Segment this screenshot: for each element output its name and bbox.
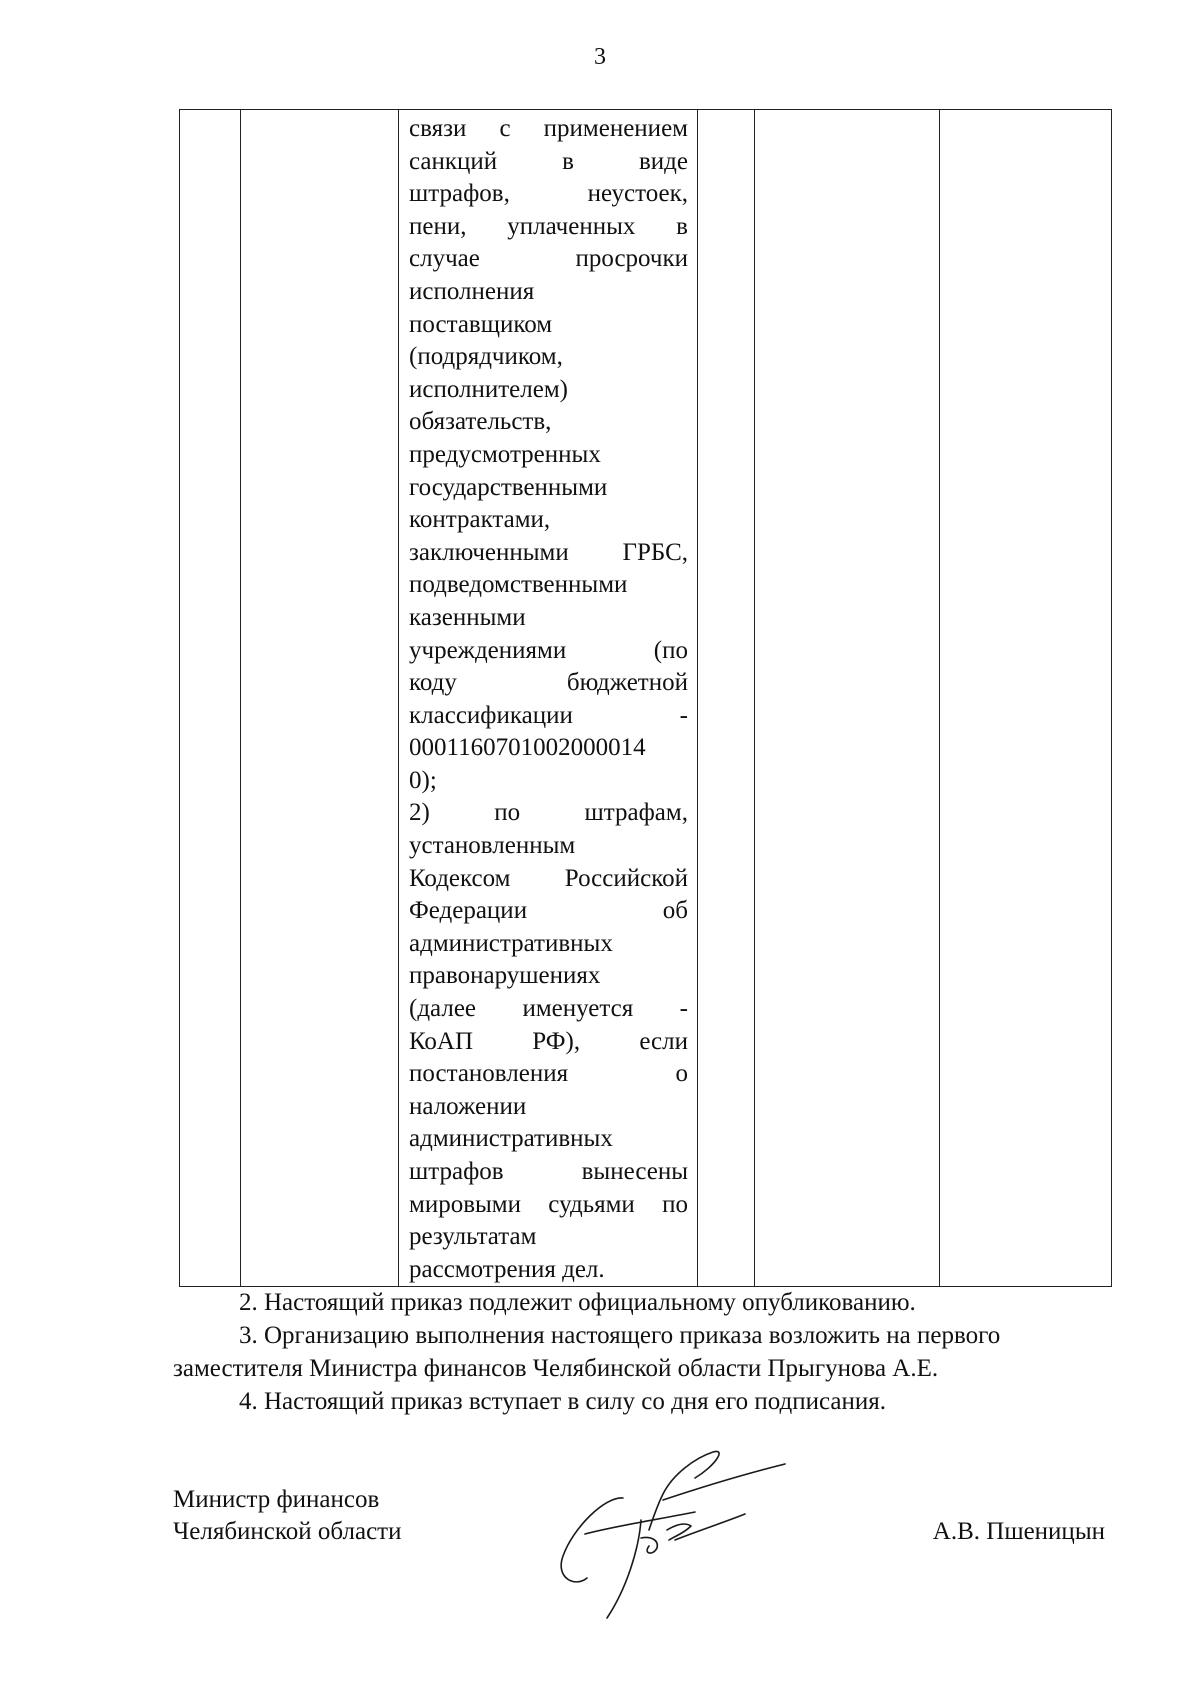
table-text-word: 0);	[409, 766, 437, 794]
table-text-line	[409, 472, 688, 505]
table-text-line	[409, 830, 688, 863]
table-text-word: исполнения	[409, 277, 535, 305]
table-text-line	[409, 243, 688, 276]
table-text-word: штрафам,	[584, 799, 688, 827]
table-text-word: если	[639, 1027, 688, 1055]
table-text-word: судьями	[548, 1190, 635, 1218]
table-text-word: в	[676, 212, 688, 240]
table-text-word: установленным	[409, 832, 576, 860]
table-text-line	[409, 928, 688, 961]
table-text-word: правонарушениях	[409, 962, 601, 990]
table-text-line	[409, 1221, 688, 1254]
table-text-word: учреждениями	[409, 636, 567, 664]
table-text-line	[409, 537, 688, 570]
table-text-word: неустоек,	[587, 180, 688, 208]
table-text-word: заключенными	[409, 538, 569, 566]
table-text-word: (далее	[409, 995, 477, 1023]
table-cell-description	[399, 110, 698, 1287]
table-text-word: РФ),	[532, 1027, 581, 1055]
table-cell-2	[241, 110, 399, 1287]
table-text-word: (по	[653, 636, 688, 664]
table-text-line	[409, 374, 688, 407]
table-text-line	[409, 1156, 688, 1189]
table-text-word: случае	[409, 245, 480, 273]
table-text-line	[409, 765, 688, 798]
table-text-word: административных	[409, 1125, 613, 1153]
table-text-line	[409, 863, 688, 896]
table-text-word: штрафов	[409, 1158, 504, 1185]
table-text-line	[409, 960, 688, 993]
table-text-word: бюджетной	[566, 669, 688, 697]
table-text-word: Федерации	[409, 897, 528, 925]
table-text-word: по	[662, 1190, 688, 1218]
paragraph-3-continued: заместителя Министра финансов Челябинской области Прыгунова А.Е.	[173, 1355, 939, 1382]
table-text-line	[409, 504, 688, 537]
table-text-line	[409, 1123, 688, 1156]
table-text-line	[409, 276, 688, 309]
table-text-line	[409, 439, 688, 472]
table-text-word: классификации	[409, 701, 573, 729]
table-text-line	[409, 635, 688, 668]
table-text-line	[409, 309, 688, 342]
table-text-word: подведомственными	[409, 571, 628, 599]
table-text-word: КоАП	[409, 1027, 474, 1055]
table-text-word: наложении	[409, 1092, 527, 1120]
table-text-word: 2)	[409, 799, 430, 827]
table-text-line	[409, 178, 688, 211]
table-text-word: в	[562, 147, 574, 175]
table-text-word: уплаченных	[507, 212, 636, 240]
table-text-line	[409, 113, 688, 146]
table-text-word: коду	[409, 669, 457, 697]
signer-title-line-1: Министр финансов	[173, 1486, 380, 1513]
table-text-word: (подрядчиком,	[409, 343, 563, 371]
table-text-line	[409, 1189, 688, 1222]
table-text-word: связи	[409, 115, 467, 142]
table-text-word: мировыми	[409, 1190, 521, 1218]
table-text-line	[409, 1026, 688, 1059]
table-text-line	[409, 993, 688, 1026]
table-text-word: ГРБС,	[622, 538, 688, 566]
table-text-word: постановления	[409, 1060, 569, 1088]
data-table	[179, 109, 1112, 1287]
table-text-line	[409, 732, 688, 765]
table-text-word: обязательств,	[409, 408, 552, 436]
table-text-word: с	[499, 115, 511, 142]
table-text-word: об	[662, 897, 688, 925]
table-cell-1	[180, 110, 241, 1287]
table-cell-4	[698, 110, 755, 1287]
table-text-word: виде	[638, 147, 688, 175]
table-text-line	[409, 1058, 688, 1091]
table-text-word: Российской	[564, 864, 688, 892]
table-text-word: штрафов,	[409, 180, 510, 208]
table-text-line	[409, 146, 688, 179]
order-paragraphs	[173, 1286, 1105, 1418]
table-cell-5	[755, 110, 940, 1287]
table-text-word: поставщиком	[409, 310, 553, 338]
table-text-word: результатам	[409, 1223, 537, 1251]
table-row	[180, 110, 1112, 1287]
signer-name: А.В. Пшеницын	[932, 1518, 1105, 1545]
table-text-word: применением	[543, 115, 688, 142]
paragraph-4: 4. Настоящий приказ вступает в силу со дня его подписания.	[239, 1388, 887, 1415]
table-text-word: по	[494, 799, 521, 827]
table-text-line	[409, 1091, 688, 1124]
table-text-line	[409, 602, 688, 635]
table-text-word: предусмотренных	[409, 440, 601, 468]
table-text-word: административных	[409, 929, 613, 957]
signer-title	[173, 1484, 401, 1548]
table-text-line	[409, 1254, 688, 1287]
signer-title-line-2: Челябинской области	[173, 1518, 402, 1545]
table-text-line	[409, 569, 688, 602]
table-text-word: пени,	[409, 212, 467, 240]
table-text-word: просрочки	[575, 245, 688, 273]
table-text-word: Кодексом	[409, 864, 511, 892]
table-text-word: казенными	[409, 603, 526, 631]
table-text-line	[409, 341, 688, 374]
table-text-word: вынесены	[581, 1158, 688, 1185]
table-text-line	[409, 406, 688, 439]
table-text-word: санкций	[409, 147, 498, 175]
paragraph-2: 2. Настоящий приказ подлежит официальному опубликованию.	[239, 1289, 916, 1316]
table-text-line	[409, 797, 688, 830]
handwritten-signature-icon	[545, 1438, 845, 1628]
table-text-word: рассмотрения дел.	[409, 1255, 605, 1283]
table-text-word: государственными	[409, 473, 608, 501]
table-text-line	[409, 211, 688, 244]
table-text-word: контрактами,	[409, 506, 551, 534]
table-text-line	[409, 895, 688, 928]
table-text-word: 0001160701002000014	[409, 734, 646, 762]
paragraph-3: 3. Организацию выполнения настоящего приказа возложить на первого	[239, 1322, 1001, 1349]
table-text-line	[409, 667, 688, 700]
table-text-word: -	[679, 701, 688, 729]
table-text-word: исполнителем)	[409, 375, 568, 403]
table-text-word: именуется	[522, 995, 634, 1023]
table-text-line	[409, 700, 688, 733]
table-text-word: -	[679, 995, 688, 1023]
table-text-word: о	[675, 1060, 688, 1088]
table-cell-6	[940, 110, 1112, 1287]
page-number: 3	[594, 44, 606, 70]
